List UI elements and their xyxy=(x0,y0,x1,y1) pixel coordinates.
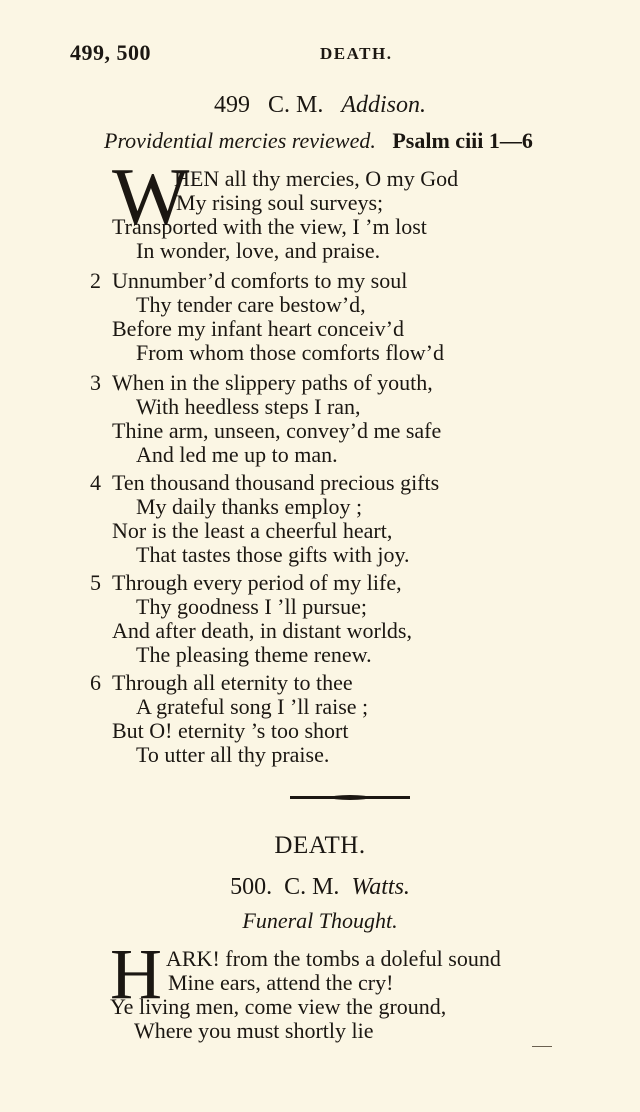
stanza-1-line-1: HEN all thy mercies, O my God xyxy=(174,166,459,191)
hymn-500-line-2: Mine ears, attend the cry! xyxy=(168,970,394,995)
stanza-6-line-1: Through all eternity to thee xyxy=(112,670,353,695)
running-head xyxy=(70,40,600,70)
hymn-499-reference: Psalm ciii 1—6 xyxy=(392,128,533,153)
hymn-500-subject: Funeral Thought. xyxy=(242,908,398,933)
stanza-4-line-3: Nor is the least a cheerful heart, xyxy=(112,518,393,543)
stanza-3-line-4: And led me up to man. xyxy=(136,442,338,467)
hymn-500-heading xyxy=(0,874,640,901)
stanza-2-line-2: Thy tender care bestow’d, xyxy=(136,292,366,317)
hymn-499-meter: C. M. xyxy=(267,92,324,118)
hymn-500-line-3: Ye living men, come view the ground, xyxy=(110,994,447,1019)
stanza-3-line-1: When in the slippery paths of youth, xyxy=(112,370,433,395)
stanza-5-line-1: Through every period of my life, xyxy=(112,570,402,595)
stanza-6-line-4: To utter all thy praise. xyxy=(136,742,330,767)
stanza-4-line-1: Ten thousand thousand precious gifts xyxy=(112,470,440,495)
hymn-499-subject: Providential mercies reviewed. xyxy=(104,128,376,153)
hymn-499-tune: Addison. xyxy=(341,92,427,118)
hymn-500-meter: C. M. xyxy=(284,874,340,900)
stanza-3-line-3: Thine arm, unseen, convey’d me safe xyxy=(112,418,442,443)
running-title: DEATH. xyxy=(320,44,393,63)
hymn-500-tune: Watts. xyxy=(351,874,410,900)
stanza-1-line-4: In wonder, love, and praise. xyxy=(136,238,381,263)
stanza-2-line-1: Unnumber’d comforts to my soul xyxy=(112,268,408,293)
stanza-2-number: 2 xyxy=(90,268,101,293)
hymn-500-number: 500. xyxy=(230,874,273,900)
stanza-3-line-2: With heedless steps I ran, xyxy=(136,394,361,419)
stanza-6-line-2: A grateful song I ’ll raise ; xyxy=(136,694,369,719)
stanza-2-line-3: Before my infant heart conceiv’d xyxy=(112,316,404,341)
stanza-1-line-2: My rising soul surveys; xyxy=(176,190,384,215)
hymn-500-line-4: Where you must shortly lie xyxy=(134,1018,374,1043)
stanza-5-line-3: And after death, in distant worlds, xyxy=(112,618,412,643)
ornamental-rule xyxy=(290,796,410,799)
hymn-499-dropcap: W xyxy=(112,151,190,242)
page-numbers: 499, 500 xyxy=(70,40,151,65)
hymn-500-dropcap: H xyxy=(110,934,162,1014)
hymn-500-subtitle xyxy=(0,908,640,934)
footer-mark xyxy=(532,1046,552,1047)
stanza-2-line-4: From whom those comforts flow’d xyxy=(136,340,444,365)
hymn-499-number: 499 xyxy=(213,92,250,118)
stanza-5-line-4: The pleasing theme renew. xyxy=(136,642,372,667)
stanza-6-number: 6 xyxy=(90,670,101,695)
stanza-6-line-3: But O! eternity ’s too short xyxy=(112,718,349,743)
stanza-5-number: 5 xyxy=(90,570,101,595)
section-title: DEATH. xyxy=(274,832,366,859)
stanza-5-line-2: Thy goodness I ’ll pursue; xyxy=(136,594,367,619)
hymn-499-heading xyxy=(0,92,640,119)
stanza-3-number: 3 xyxy=(90,370,101,395)
stanza-4-line-2: My daily thanks employ ; xyxy=(136,494,363,519)
hymn-500-line-1: ARK! from the tombs a doleful sound xyxy=(166,946,501,971)
stanza-4-line-4: That tastes those gifts with joy. xyxy=(136,542,410,567)
stanza-1-line-3: Transported with the view, I ’m lost xyxy=(112,214,427,239)
stanza-4-number: 4 xyxy=(90,470,101,495)
